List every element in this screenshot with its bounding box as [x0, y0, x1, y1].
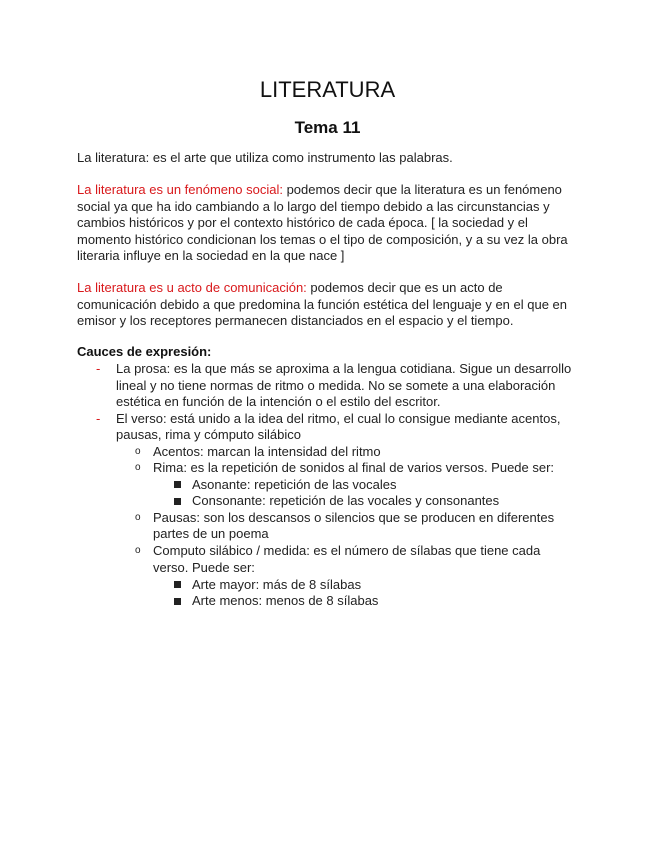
consonante-item: Consonante: repetición de las vocales y consonantes: [192, 493, 500, 508]
acentos-item: Acentos: marcan la intensidad del ritmo: [153, 443, 381, 459]
square-bullet-icon: [174, 498, 181, 505]
rima-item: Rima: es la repetición de sonidos al final de varios versos. Puede ser:: [153, 460, 555, 475]
communication-line: emisor y los receptores permanecen distanciados en el espacio y el tiempo.: [77, 313, 514, 328]
communication-heading: La literatura es u acto de comunicación:: [77, 280, 307, 295]
circle-bullet-icon: o: [135, 511, 141, 523]
dash-bullet-icon: -: [96, 361, 101, 376]
cauces-heading: Cauces de expresión:: [77, 344, 212, 359]
document-subtitle: Tema 11: [294, 118, 361, 137]
square-bullet-icon: [174, 598, 181, 605]
social-line: social ya que ha ido cambiando a lo largo del tiempo debido a las circunstancias y: [77, 198, 550, 214]
communication-text: podemos decir que es un acto de: [306, 280, 503, 295]
arte-menor-item: Arte menos: menos de 8 sílabas: [192, 593, 379, 608]
prosa-line: estética en función de la intención o el estilo del escritor.: [116, 394, 441, 409]
social-heading: La literatura es un fenómeno social:: [77, 182, 283, 197]
social-text: podemos decir que la literatura es un fenómeno: [282, 182, 562, 197]
verso-line: pausas, rima y cómputo silábico: [116, 427, 301, 442]
circle-bullet-icon: o: [135, 544, 141, 556]
prosa-line: La prosa: es la que más se aproxima a la lengua cotidiana. Sigue un desarrollo: [116, 361, 572, 376]
computo-line: Computo silábico / medida: es el número de sílabas que tiene cada: [153, 542, 541, 558]
intro-paragraph: La literatura: es el arte que utiliza como instrumento las palabras.: [77, 150, 453, 165]
circle-bullet-icon: o: [135, 462, 141, 473]
circle-bullet-icon: o: [135, 445, 141, 457]
arte-mayor-item: Arte mayor: más de 8 sílabas: [192, 576, 362, 592]
social-line: literaria influye en la sociedad en la que nace ]: [77, 248, 345, 263]
communication-line: [77, 280, 503, 296]
computo-line: verso. Puede ser:: [153, 560, 255, 575]
social-line: momento histórico condicionan los temas o el tipo de composición, y a su vez la obra: [77, 231, 568, 247]
social-line: cambios históricos y por el contexto histórico de cada época. [ la sociedad y el: [77, 215, 528, 230]
verso-line: El verso: está unido a la idea del ritmo, el cual lo consigue mediante acentos,: [116, 410, 561, 426]
asonante-item: Asonante: repetición de las vocales: [192, 476, 397, 492]
dash-bullet-icon: -: [96, 410, 101, 426]
pausas-line: Pausas: son los descansos o silencios que se producen en diferentes: [153, 509, 555, 525]
pausas-line: partes de un poema: [153, 526, 269, 541]
prosa-line: lineal y no tiene normas de ritmo o medida. No se somete a una elaboración: [116, 377, 556, 393]
square-bullet-icon: [174, 481, 181, 488]
social-line: [77, 182, 562, 198]
document-title: LITERATURA: [259, 77, 396, 102]
communication-line: comunicación debido a que predomina la función estética del lenguaje y en el que en: [77, 296, 568, 312]
square-bullet-icon: [174, 581, 181, 588]
